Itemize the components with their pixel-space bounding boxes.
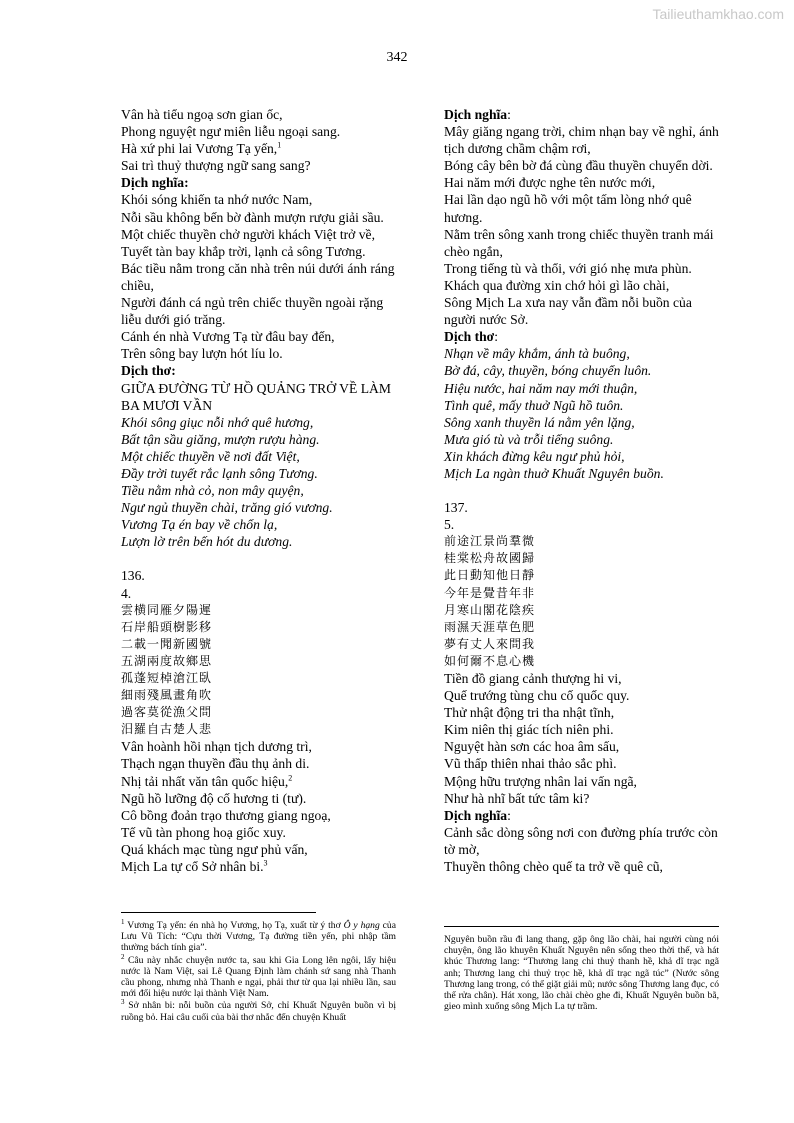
text-line [444,345,722,362]
line-text: Vương Tạ én bay về chốn lạ, [121,517,278,533]
line-text: Khách qua đường xin chớ hỏi gì lão chài, [444,277,670,293]
line-text: Khói sóng khiến ta nhớ nước Nam, [121,192,313,208]
text-line [444,174,722,191]
text-line [444,157,722,174]
line-text: Tuyết tàn bay khắp trời, lạnh cả sông Tương. [121,243,366,259]
text-line [444,721,722,738]
text-line [444,858,722,875]
line-text: Tiền đồ giang cảnh thượng hi vi, [444,671,622,686]
section-heading [444,807,722,824]
text-line [121,499,396,516]
section-heading [121,174,396,191]
section-heading [121,362,396,379]
line-text: Trong tiếng tù và thổi, với gió nhẹ mưa phùn. [444,260,692,276]
text-line [121,807,396,824]
han-text-line [444,585,722,602]
text-line [121,567,396,584]
line-text: 孤蓬短棹滄江臥 [121,671,213,685]
text-line [121,773,396,790]
line-text: Sông xanh thuyền lá nằm yên lặng, [444,414,635,430]
line-text: Nằm trên sông xanh trong chiếc thuyền tranh mái chèo ngắn, [444,226,714,259]
text-line [444,670,722,687]
line-text: 石岸船頭樹影移 [121,619,213,634]
line-text: Bóng cây bên bờ đá cùng đầu thuyền chuyển dời. [444,158,713,174]
text-line [121,191,396,208]
line-text: Hà xứ phi lai Vương Tạ yến, [121,141,278,157]
footnote-marker[interactable]: 2 [288,773,293,783]
line-text: Nhạn về mây khắm, ánh tà buông, [444,346,630,362]
text-line [444,773,722,790]
text-line [121,140,396,157]
han-text-line [121,653,396,670]
han-text-line [121,687,396,704]
line-text: Tình quê, mấy thuở Ngũ hồ tuôn. [444,397,624,413]
line-text: Vân hoành hồi nhạn tịch dương trì, [121,739,312,755]
line-text: 4. [121,585,132,601]
line-text: Cảnh sắc dòng sông nơi con đường phía trước còn tờ mờ, [444,824,718,857]
text-line [121,858,396,875]
line-text: Bác tiều nằm trong căn nhà trên núi dưới ánh ráng chiều, [121,260,395,293]
line-text: Khói sông giục nỗi nhớ quê hương, [121,414,314,430]
han-text-line [444,636,722,653]
line-text: Lượn lờ trên bến hót du dương. [121,534,293,550]
heading-colon: : [507,807,511,823]
han-text-line [121,636,396,653]
line-text: Hiệu nước, hai năm nay mới thuận, [444,380,638,396]
line-text: 汨羅自古楚人悲 [121,722,213,737]
text-line [444,824,722,858]
line-text: Một chiếc thuyền chở người khách Việt trở về, [121,226,375,242]
footnote-continuation: Nguyên buồn rầu đi lang thang, gặp ông lão chài, hai người cùng nói chuyện, ông lão khuyên Khuất Nguyên nên sống theo thời thế, và hát khúc Thương lang: “Thương lang chi thuỷ thanh hề, khả dĩ trạc ngã anh; Thương lang chi thuỷ trọc hề, khả dĩ trạc ngã túc” (Nước sông Thương lang trong, có thể giặt giải mũ; nước sông Thương lang đục, có thể rửa chân). Hát xong, lão chài chèo ghe đi, Khuất Nguyên buồn bã, gieo mình xuống sông Mịch La tự trầm. [444,934,719,1013]
text-line [121,414,396,431]
blank-line [121,550,396,567]
han-text-line [121,670,396,687]
footnote-number: 1 [121,917,125,926]
text-line [444,790,722,807]
line-text: Nỗi sầu không bến bờ đành mượn rượu giải sầu. [121,209,384,225]
text-line [121,328,396,345]
text-line [444,226,722,260]
line-text: Dịch thơ [444,329,495,345]
line-text: Người đánh cá ngủ trên chiếc thuyền ngoài rặng liễu dưới gió trăng. [121,295,384,328]
text-line [121,738,396,755]
han-text-line [444,567,722,584]
line-text: Nhị tải nhất văn tân quốc hiệu, [121,773,289,789]
han-text-line [121,619,396,636]
line-text: 136. [121,568,145,584]
line-text: 月寒山閣花陰疾 [444,602,536,617]
text-line [444,414,722,431]
han-text-line [121,704,396,721]
line-text: Tiều nằm nhà cỏ, non mây quyện, [121,483,304,499]
footnote-divider-left [121,912,316,913]
line-text: Thuyền thông chèo quế ta trở về quê cũ, [444,859,663,875]
line-text: Dịch nghĩa [444,807,508,823]
text-line [444,277,722,294]
text-line [444,499,722,516]
text-line [444,431,722,448]
footnote [121,1000,396,1022]
blank-line [444,482,722,499]
text-line [121,755,396,772]
page-number: 342 [386,50,408,65]
text-line [444,123,722,157]
line-text: Mịch La tự cổ Sở nhân bi. [121,859,264,875]
text-line [121,448,396,465]
text-line [121,123,396,140]
heading-colon: : [494,329,498,345]
line-text: Mịch La ngàn thuở Khuất Nguyên buồn. [444,465,664,481]
footnote-text: Câu này nhắc chuyện nước ta, sau khi Gia Long lên ngôi, lấy hiệu nước là Nam Việt, sai Lê Quang Định làm chánh sứ sang nhà Thanh cầu phong, nhưng nhà Thanh e ngại, phải thư từ qua lại nhiều lần, sau mới đổi hiệu nước lại thành Việt Nam. [121,954,396,1000]
text-line [444,738,722,755]
footnote-marker[interactable]: 3 [263,858,268,868]
text-line [444,465,722,482]
line-text: 5. [444,517,455,533]
line-text: Sai trì thuỷ thượng ngữ sang sang? [121,158,311,174]
text-line [444,260,722,277]
line-text: Một chiếc thuyền về nơi đất Việt, [121,448,300,464]
han-text-line [444,619,722,636]
line-text: 137. [444,500,468,516]
line-text: 今年是覺昔年非 [444,585,536,600]
text-line [121,585,396,602]
text-line [444,380,722,397]
line-text: Xin khách đừng kêu ngư phủ hỏi, [444,448,625,464]
text-line [444,448,722,465]
text-line [444,687,722,704]
text-line [121,465,396,482]
line-text: 細雨殘風畫角吹 [121,688,213,703]
right-column [444,106,722,875]
footnote-text: Vương Tạ yến: én nhà họ Vương, họ Tạ, xuất từ ý thơ [127,920,344,931]
line-text: Phong nguyệt ngư miên liễu ngoại sang. [121,124,341,140]
text-line [121,243,396,260]
line-text: 桂棠松舟故國歸 [444,551,536,566]
line-text: Dịch nghĩa [444,107,508,122]
line-text: Mây giăng ngang trời, chim nhạn bay về nghỉ, ánh tịch dương chầm chậm rơi, [444,124,719,157]
line-text: Hai năm mới được nghe tên nước mới, [444,175,656,191]
han-text-line [121,721,396,738]
line-text: Vũ thấp thiên nhai thảo sắc phì. [444,756,617,772]
section-heading [444,106,722,123]
line-text: Thử nhật động tri tha nhật tĩnh, [444,705,615,721]
line-text: Như hà nhĩ bất tức tâm ki? [444,790,590,806]
text-line [121,380,396,414]
line-text: Mưa gió tù và trỗi tiếng suông. [444,431,614,447]
text-line [121,345,396,362]
line-text: Ngũ hồ lưỡng độ cố hương ti (tư). [121,790,307,806]
text-line [121,157,396,174]
line-text: 雲横同雁夕陽遲 [121,602,213,617]
text-line [444,362,722,379]
line-text: Tế vũ tàn phong hoạ giốc xuy. [121,824,286,840]
line-text: Quá khách mạc tùng ngư phủ vấn, [121,841,308,857]
line-text: Mộng hữu trượng nhân lai vấn ngã, [444,773,637,789]
text-line [121,294,396,328]
han-text-line [444,550,722,567]
line-text: Thạch ngạn thuyền đầu thụ ảnh di. [121,756,310,772]
text-line [444,294,722,328]
footnote [121,952,396,1000]
text-line [444,397,722,414]
line-text: Trên sông bay lượn hót líu lo. [121,346,283,362]
text-line [121,260,396,294]
heading-colon: : [507,107,511,122]
text-line [121,533,396,550]
text-line [121,106,396,123]
text-line [121,482,396,499]
han-text-line [121,602,396,619]
line-text: 過客莫從漁父問 [121,705,213,720]
han-text-line [444,533,722,550]
line-text: GIỮA ĐƯỜNG TỪ HỒ QUẢNG TRỞ VỀ LÀM BA MƯƠI VẦN [121,380,391,413]
watermark: Tailieuthamkhao.com [652,6,784,22]
line-text: Cô bồng đoản trạo thương giang ngoạ, [121,807,331,823]
line-text: Quế trướng tùng chu cố quốc quy. [444,688,630,704]
line-text: 此日動知他日靜 [444,568,536,583]
footnotes-right [444,934,719,1013]
line-text: Vân hà tiểu ngoạ sơn gian ốc, [121,107,283,122]
line-text: 雨濕天涯草色肥 [444,619,536,634]
text-line [444,704,722,721]
line-text: 夢有丈人來問我 [444,636,536,651]
line-text: Nguyệt hàn sơn các hoa âm sấu, [444,739,620,755]
line-text: Cánh én nhà Vương Tạ từ đâu bay đến, [121,329,335,345]
left-column [121,106,396,875]
text-line [444,755,722,772]
line-text: Hai lần dạo ngũ hồ với một tấm lòng nhớ quê hương. [444,192,692,225]
text-line [121,841,396,858]
text-line [121,516,396,533]
footnote-marker[interactable]: 1 [277,140,282,150]
text-line [121,226,396,243]
text-line [121,790,396,807]
han-text-line [444,602,722,619]
footnote-divider-right [444,926,719,927]
line-text: 如何爾不息心機 [444,653,536,668]
footnote [121,917,396,954]
footnote-text: của Lưu Vũ Tích: “Cựu thời Vương, Tạ đường tiền yến, phi nhập tầm thường bách tính gia”. [121,920,396,954]
han-text-line [444,653,722,670]
footnote-text: Sở nhân bi: nỗi buồn của người Sở, chỉ Khuất Nguyên buồn vì bị ruồng bỏ. Hai câu cuối của bài thơ nhắc đến chuyện Khuất [121,1000,396,1023]
footnote-number: 2 [121,952,125,961]
text-line [121,824,396,841]
line-text: Đầy trời tuyết rắc lạnh sông Tương. [121,465,318,481]
line-text: Bờ đá, cây, thuyền, bóng chuyển luôn. [444,363,652,379]
line-text: Kim niên thị giác tích niên phi. [444,722,614,738]
text-line [121,431,396,448]
footnotes-left [121,917,396,1024]
text-line [444,191,722,225]
footnote-italic-title: Ô y hạng [343,920,380,931]
line-text: Bất tận sầu giăng, mượn rượu hàng. [121,431,320,447]
line-text: Dịch nghĩa: [121,175,189,191]
section-heading [444,328,722,345]
text-line [444,516,722,533]
footnote-number: 3 [121,998,125,1007]
line-text: Ngư ngủ thuyền chài, trăng gió vương. [121,500,333,516]
line-text: 五湖兩度故鄉思 [121,653,213,668]
line-text: Sông Mịch La xưa nay vẫn đầm nỗi buồn của người nước Sở. [444,295,692,328]
line-text: 前途江景尚羣微 [444,534,536,549]
line-text: Dịch thơ: [121,363,176,379]
text-line [121,209,396,226]
line-text: 二載一聞新國號 [121,636,213,651]
